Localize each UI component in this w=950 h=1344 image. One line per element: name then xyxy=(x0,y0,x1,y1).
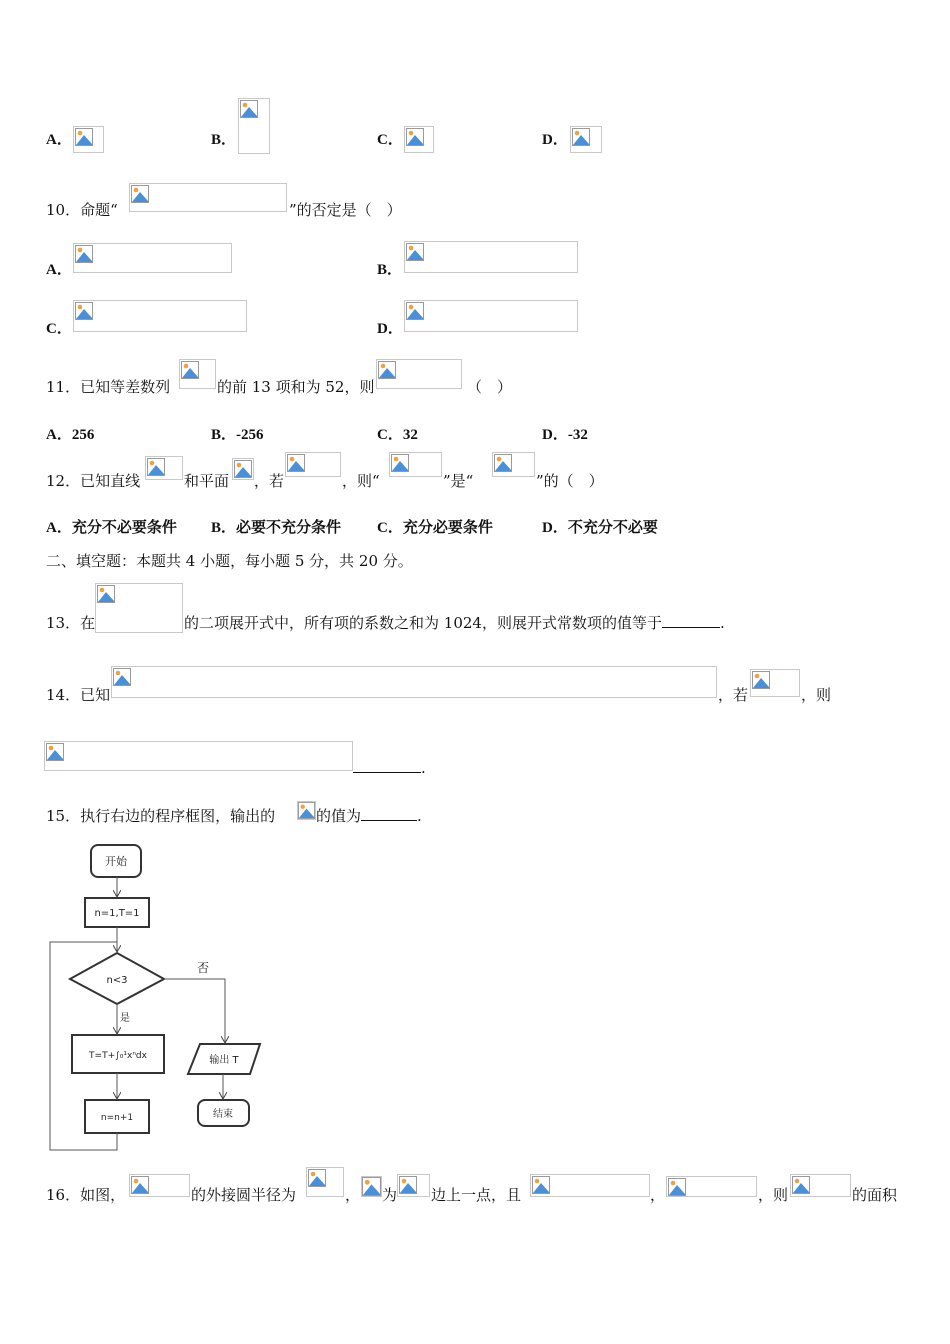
broken-image-icon xyxy=(131,1176,149,1194)
q12-suffix: ”的（ ） xyxy=(536,472,604,490)
broken-image-icon xyxy=(75,302,93,320)
q10-suffix: ”的否定是（ ） xyxy=(289,201,402,219)
q15-suffix xyxy=(316,805,422,826)
answer-blank[interactable] xyxy=(361,808,417,821)
q13-prefix: 13．在 xyxy=(46,614,96,632)
q16-area: 的面积 xyxy=(852,1186,898,1204)
formula-image xyxy=(95,583,183,633)
formula-image xyxy=(666,1176,757,1197)
start-label: 开始 xyxy=(105,855,127,868)
formula-image xyxy=(44,741,353,771)
q9-option-d-label: D． xyxy=(542,132,568,148)
broken-image-icon xyxy=(75,128,93,146)
broken-image-icon xyxy=(113,668,131,686)
formula-image xyxy=(129,183,287,212)
q14-prefix: 14．已知 xyxy=(46,686,111,704)
q12-option-a: A．充分不必要条件 xyxy=(46,520,177,536)
broken-image-icon xyxy=(362,1177,381,1196)
formula-image xyxy=(238,98,270,154)
broken-image-icon xyxy=(399,1176,417,1194)
q16-comma: ， xyxy=(345,1186,361,1204)
formula-image xyxy=(361,1176,382,1197)
broken-image-icon xyxy=(131,185,149,203)
q10-option-c-label: C． xyxy=(46,321,72,337)
formula-image xyxy=(492,452,535,477)
q11-option-d: D．-32 xyxy=(542,427,588,443)
formula-image xyxy=(404,300,578,332)
broken-image-icon xyxy=(406,302,424,320)
loop-body-label: T=T+∫₀¹xⁿdx xyxy=(89,1051,147,1061)
q15-text: 的值为 xyxy=(316,807,362,825)
condition-label: n<3 xyxy=(106,975,128,986)
broken-image-icon xyxy=(75,245,93,263)
yes-label: 是 xyxy=(120,1013,130,1024)
q12-option-b: B．必要不充分条件 xyxy=(211,520,342,536)
formula-image xyxy=(232,458,254,480)
q12-and: 和平面 xyxy=(184,472,230,490)
broken-image-icon xyxy=(378,361,396,379)
q14-if: ，若 xyxy=(718,686,749,704)
formula-image xyxy=(404,241,578,273)
broken-image-icon xyxy=(97,585,115,603)
formula-image xyxy=(129,1174,190,1197)
q14-answer xyxy=(353,759,426,777)
no-label: 否 xyxy=(197,961,210,975)
answer-blank[interactable] xyxy=(353,760,421,773)
q16-then: ，则 xyxy=(758,1186,789,1204)
formula-image xyxy=(790,1174,851,1197)
q15-prefix: 15．执行右边的程序框图，输出的 xyxy=(46,807,276,825)
broken-image-icon xyxy=(668,1178,686,1196)
broken-image-icon xyxy=(287,454,305,472)
q13-end: . xyxy=(719,614,725,632)
q11-option-c: C．32 xyxy=(377,427,418,443)
q12-if: ，若 xyxy=(254,472,285,490)
q12-prefix: 12．已知直线 xyxy=(46,472,141,490)
q12-option-d: D．不充分不必要 xyxy=(542,520,658,536)
formula-image xyxy=(285,452,341,477)
formula-image xyxy=(179,359,216,389)
broken-image-icon xyxy=(147,458,165,476)
formula-image xyxy=(73,126,104,153)
formula-image xyxy=(389,452,442,477)
broken-image-icon xyxy=(46,743,64,761)
broken-image-icon xyxy=(792,1176,810,1194)
q11-prefix: 11．已知等差数列 xyxy=(46,378,171,396)
output-label: 输出 T xyxy=(209,1055,239,1066)
q9-option-c-label: C． xyxy=(377,132,403,148)
formula-image xyxy=(404,126,434,153)
broken-image-icon xyxy=(572,128,590,146)
broken-image-icon xyxy=(240,100,258,118)
formula-image xyxy=(111,666,717,698)
q15-end: . xyxy=(417,807,422,825)
q10-option-b-label: B． xyxy=(377,262,403,278)
q16-comma-2: ， xyxy=(650,1186,666,1204)
broken-image-icon xyxy=(181,361,199,379)
q10-option-a-label: A． xyxy=(46,262,72,278)
end-label: 结束 xyxy=(213,1109,233,1120)
program-flowchart xyxy=(40,838,280,1158)
broken-image-icon xyxy=(391,454,409,472)
q13-suffix xyxy=(184,612,725,633)
answer-blank[interactable] xyxy=(662,615,720,628)
q16-is: 为 xyxy=(382,1186,398,1204)
formula-image xyxy=(376,359,462,389)
q10-prefix: 10．命题“ xyxy=(46,201,118,219)
q11-suffix: （ ） xyxy=(467,378,513,396)
formula-image xyxy=(306,1167,344,1197)
broken-image-icon xyxy=(308,1169,326,1187)
q16-edge: 边上一点，且 xyxy=(431,1186,522,1204)
formula-image xyxy=(397,1174,430,1197)
q10-option-d-label: D． xyxy=(377,321,403,337)
broken-image-icon xyxy=(494,454,512,472)
q14-then: ，则 xyxy=(801,686,832,704)
increment-label: n=n+1 xyxy=(100,1113,134,1123)
q12-option-c: C．充分必要条件 xyxy=(377,520,493,536)
q12-then: ，则“ xyxy=(342,472,380,490)
broken-image-icon xyxy=(406,128,424,146)
q11-option-b: B．-256 xyxy=(211,427,264,443)
section-heading: 二、填空题：本题共 4 小题，每小题 5 分，共 20 分。 xyxy=(46,552,413,570)
q9-option-b-label: B． xyxy=(211,132,237,148)
q11-mid: 的前 13 项和为 52，则 xyxy=(217,378,375,396)
init-label: n=1,T=1 xyxy=(94,908,140,919)
q14-end: . xyxy=(421,759,426,777)
broken-image-icon xyxy=(532,1176,550,1194)
formula-image xyxy=(145,456,183,480)
q12-is: ”是“ xyxy=(443,472,474,490)
broken-image-icon xyxy=(406,243,424,261)
q16-circumscribed: 的外接圆半径为 xyxy=(191,1186,297,1204)
q16-prefix: 16．如图， xyxy=(46,1186,126,1204)
formula-image xyxy=(570,126,602,153)
q11-option-a: A．256 xyxy=(46,427,95,443)
formula-image xyxy=(73,300,247,332)
q9-option-a-label: A． xyxy=(46,132,72,148)
formula-image xyxy=(73,243,232,273)
broken-image-icon xyxy=(234,460,252,478)
broken-image-icon xyxy=(298,802,315,819)
broken-image-icon xyxy=(752,671,770,689)
formula-image xyxy=(297,801,316,820)
q13-text: 的二项展开式中，所有项的系数之和为 1024，则展开式常数项的值等于 xyxy=(184,614,662,632)
formula-image xyxy=(530,1174,650,1197)
formula-image xyxy=(750,669,800,697)
